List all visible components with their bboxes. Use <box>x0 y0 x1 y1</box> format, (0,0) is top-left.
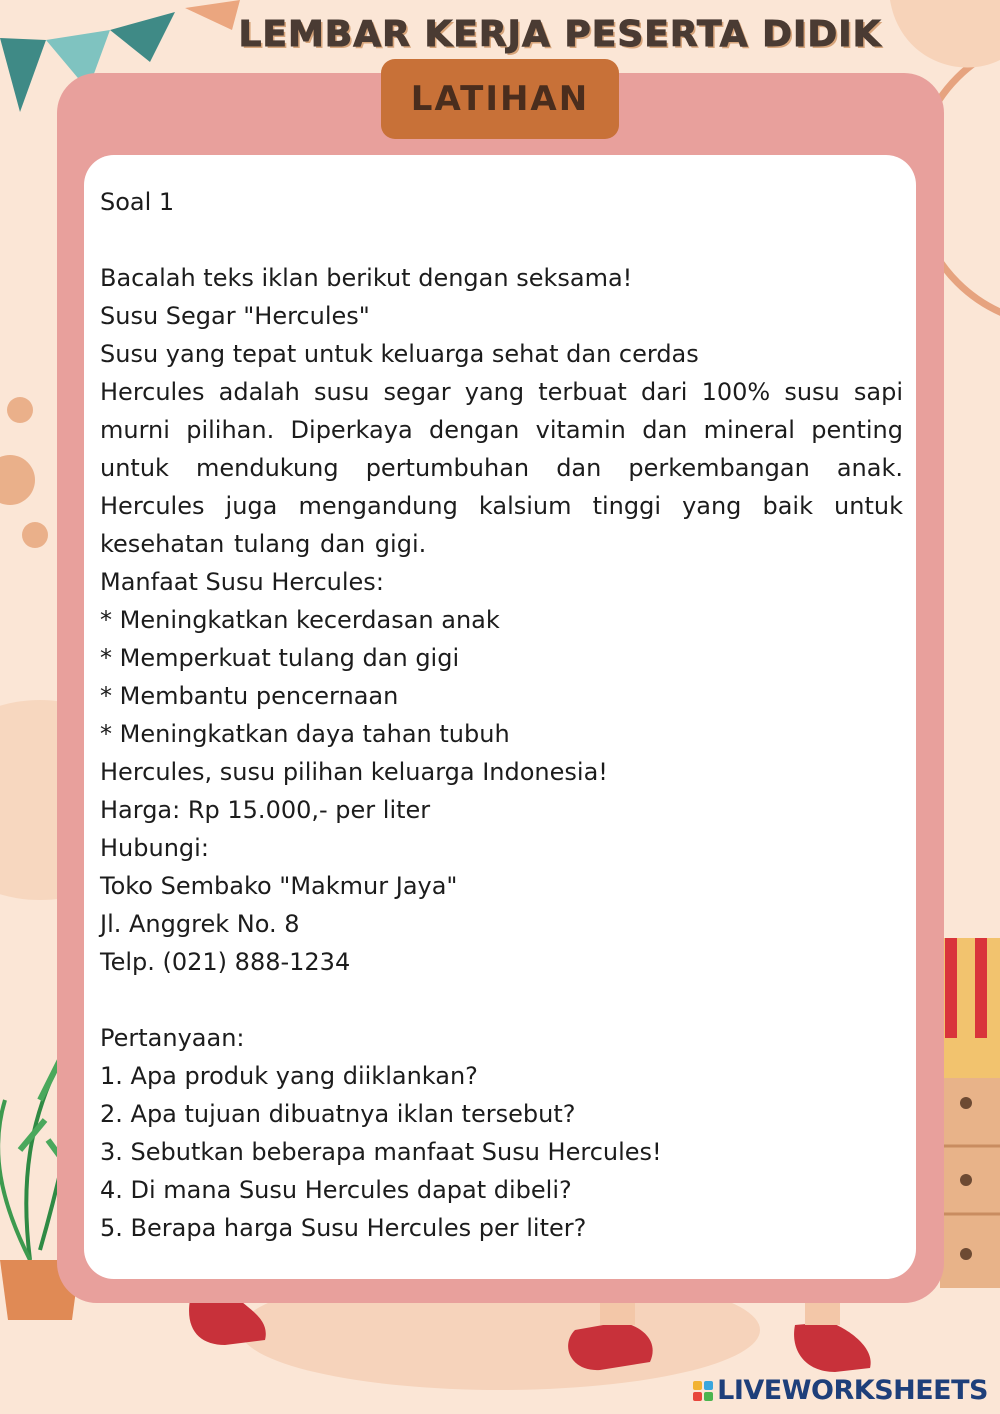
store-name: Toko Sembako "Makmur Jaya" <box>100 872 458 900</box>
product-tagline: Susu yang tepat untuk keluarga sehat dan cerdas <box>100 340 699 368</box>
worksheet-content <box>100 183 903 1247</box>
question-item: 2. Apa tujuan dibuatnya iklan tersebut? <box>100 1100 576 1128</box>
shoe-icon <box>189 1300 266 1345</box>
soal-label: Soal 1 <box>100 188 175 216</box>
dot-decoration <box>22 522 48 548</box>
latihan-badge: LATIHAN <box>381 59 619 139</box>
benefit-item: * Memperkuat tulang dan gigi <box>100 644 460 672</box>
slogan-text: Hercules, susu pilihan keluarga Indonesia! <box>100 758 608 786</box>
question-item: 3. Sebutkan beberapa manfaat Susu Hercules! <box>100 1138 662 1166</box>
worksheet-header-title: LEMBAR KERJA PESERTA DIDIK <box>238 14 882 55</box>
dot-decoration <box>7 397 33 423</box>
contact-heading: Hubungi: <box>100 834 209 862</box>
dot-decoration <box>0 455 35 505</box>
spacer <box>100 981 903 1019</box>
liveworksheets-logo-icon <box>693 1381 713 1401</box>
product-name: Susu Segar "Hercules" <box>100 302 370 330</box>
questions-heading: Pertanyaan: <box>100 1024 245 1052</box>
shoe-icon <box>794 1322 871 1372</box>
benefit-item: * Meningkatkan kecerdasan anak <box>100 606 500 634</box>
product-description: Hercules adalah susu segar yang terbuat dari 100% susu sapi murni pilihan. Diperkaya dengan vitamin dan mineral penting untuk mendukung pertumbuhan dan perkembangan anak. Hercules juga mengandung kalsium tinggi yang baik untuk kesehatan tulang dan gigi. <box>100 378 903 558</box>
benefit-item: * Meningkatkan daya tahan tubuh <box>100 720 510 748</box>
question-item: 1. Apa produk yang diiklankan? <box>100 1062 478 1090</box>
store-phone: Telp. (021) 888-1234 <box>100 948 351 976</box>
benefit-item: * Membantu pencernaan <box>100 682 399 710</box>
store-address: Jl. Anggrek No. 8 <box>100 910 300 938</box>
shelf-decoration <box>940 938 1000 1288</box>
liveworksheets-brand-text: LIVEWORKSHEETS <box>717 1375 988 1406</box>
liveworksheets-logo[interactable] <box>693 1375 988 1406</box>
question-item: 5. Berapa harga Susu Hercules per liter? <box>100 1214 587 1242</box>
benefits-heading: Manfaat Susu Hercules: <box>100 568 384 596</box>
price-text: Harga: Rp 15.000,- per liter <box>100 796 431 824</box>
instruction-text: Bacalah teks iklan berikut dengan seksama! <box>100 264 633 292</box>
question-item: 4. Di mana Susu Hercules dapat dibeli? <box>100 1176 572 1204</box>
spacer <box>100 221 903 259</box>
